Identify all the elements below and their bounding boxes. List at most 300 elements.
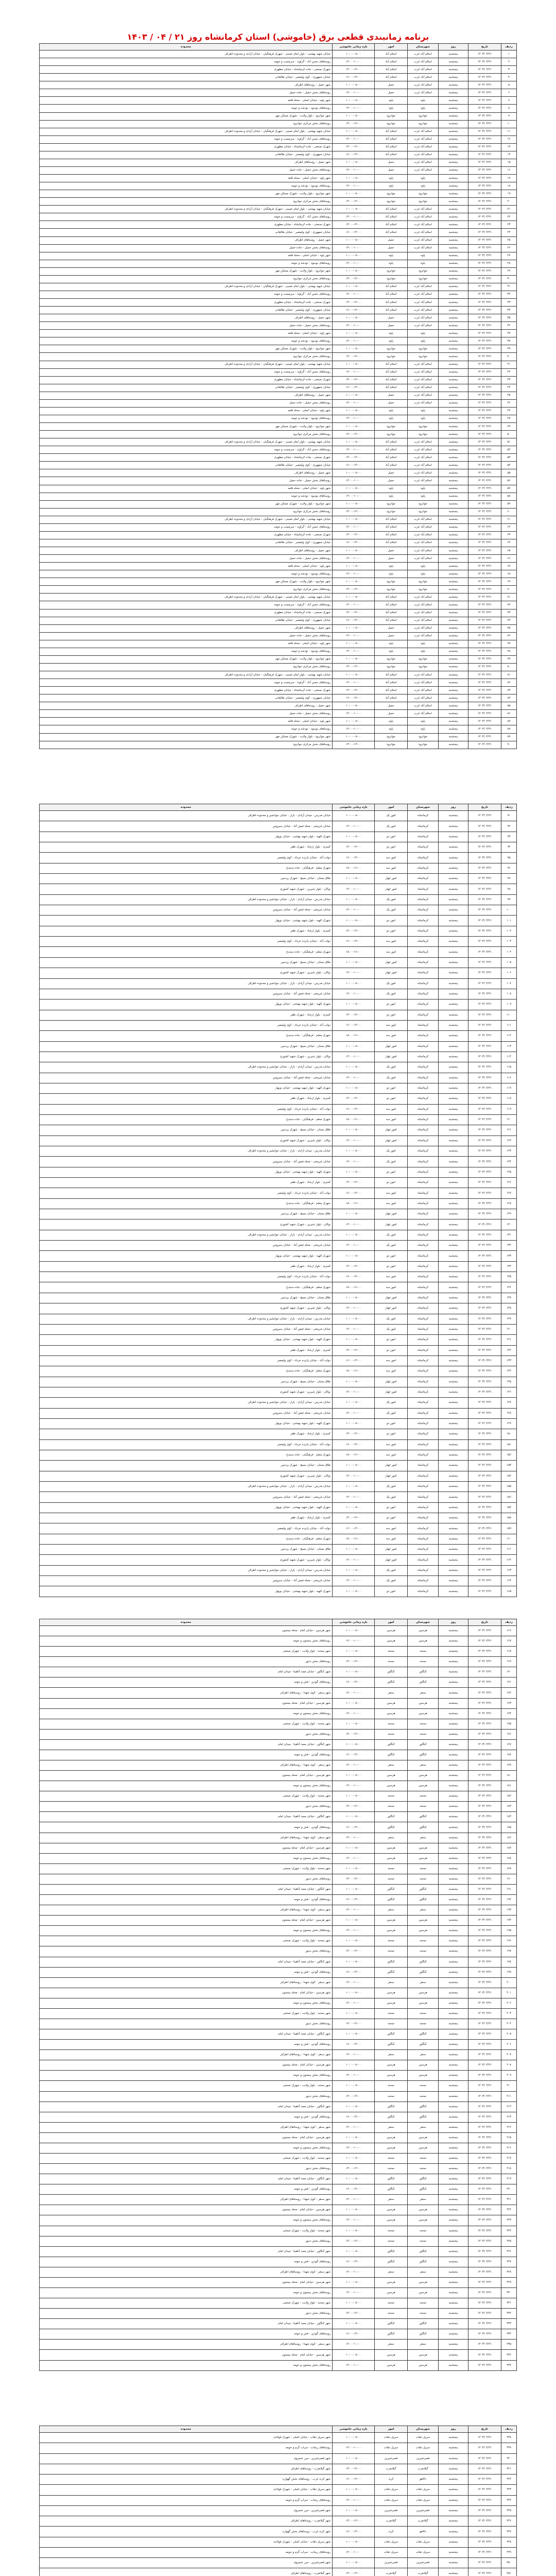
table-row [40, 2475, 517, 2485]
cell-time: ۱۸:۰۰-۱۶:۰۰ [333, 1114, 375, 1125]
cell-area: امور دو [375, 1167, 408, 1177]
table-row [40, 89, 517, 97]
cell-date: ۱۴۰۳/۰۴/۲۱ [468, 916, 501, 926]
column-header: شهرستان [408, 44, 439, 50]
cell-day: پنجشنبه [439, 624, 468, 632]
cell-time: ۱۸:۰۰-۱۶:۰۰ [333, 947, 375, 957]
cell-time: ۱۰:۰۰-۰۸:۰۰ [333, 1251, 375, 1261]
cell-date: ۱۴۰۳/۰۴/۲۱ [468, 1104, 501, 1114]
cell-area: اسلام آباد [375, 283, 408, 291]
table-row [40, 957, 517, 968]
cell-time: ۱۲:۰۰-۱۰:۰۰ [333, 1157, 375, 1167]
cell-date: ۱۴۰۳/۰۴/۲۱ [468, 1314, 501, 1324]
cell-addr: خیابان شهید بهشتی - بلوار امام خمینی - شهرک فرهنگیان - خیابان آزادی و محدوده اطراف [40, 438, 333, 446]
cell-addr: روستاهای گودین - فش و حومه [40, 1822, 333, 1833]
cell-time: ۱۴:۰۰-۱۲:۰۰ [333, 198, 375, 206]
cell-day: پنجشنبه [439, 1031, 468, 1041]
cell-city: کرمانشاه [408, 1513, 439, 1523]
cell-city: کرمانشاه [408, 1209, 439, 1219]
table-row [40, 291, 517, 298]
cell-area: حمیل [375, 710, 408, 718]
cell-day: پنجشنبه [439, 539, 468, 547]
cell-date: ۱۴۰۳/۰۴/۲۱ [468, 353, 501, 361]
cell-day: پنجشنبه [439, 1345, 468, 1355]
cell-date: ۱۴۰۳/۰۴/۲۱ [468, 1429, 501, 1439]
row-number: ۵۴ [501, 462, 517, 469]
cell-day: پنجشنبه [439, 531, 468, 539]
cell-city: کرمانشاه [408, 1502, 439, 1513]
cell-area: پاوه [375, 105, 408, 112]
cell-area: پاوه [375, 648, 408, 655]
row-number: ۲۳۴ [501, 2329, 517, 2340]
row-number: ۱۷۴ [501, 1708, 517, 1719]
cell-date: ۱۴۰۳/۰۴/۲۱ [468, 968, 501, 978]
cell-time: ۱۶:۰۰-۱۴:۰۰ [333, 617, 375, 624]
cell-addr: دولت آباد - خیابان پانزده خرداد - کوی ولیعصر [40, 1355, 333, 1366]
row-number: ۱۳۸ [501, 1303, 517, 1314]
cell-addr: شهر پاوه - خیابان اصلی - محله قلعه [40, 640, 333, 648]
cell-time: ۱۴:۰۰-۱۲:۰۰ [333, 1802, 375, 1812]
row-number: ۴ [501, 74, 517, 81]
row-number: ۹۵ [501, 853, 517, 863]
cell-addr: خیابان شریعتی - محله فیض آباد - خیابان سیروس [40, 1157, 333, 1167]
table-row [40, 570, 517, 578]
cell-city: صحنه [408, 1647, 439, 1657]
table-row [40, 586, 517, 594]
cell-date: ۱۴۰۳/۰۴/۲۱ [468, 1251, 501, 1261]
cell-day: پنجشنبه [439, 2184, 468, 2195]
cell-day: پنجشنبه [439, 999, 468, 1010]
cell-date: ۱۴۰۳/۰۴/۲۱ [468, 1967, 501, 1977]
cell-day: پنجشنبه [439, 863, 468, 873]
cell-addr: کسری - بلوار ارشاد - شهرک ظفر [40, 1345, 333, 1355]
row-number: ۲۰۴ [501, 2019, 517, 2029]
table-row [40, 252, 517, 260]
cell-day: پنجشنبه [439, 493, 468, 500]
row-number: ۱۶۴ [501, 1576, 517, 1586]
cell-time: ۱۰:۰۰-۰۸:۰۰ [333, 733, 375, 741]
table-row [40, 663, 517, 671]
cell-day: پنجشنبه [439, 508, 468, 516]
cell-day: پنجشنبه [439, 143, 468, 151]
cell-area: جوانرود [375, 741, 408, 749]
cell-addr: روستاهای بخش دینور [40, 2164, 333, 2174]
cell-city: پاوه [408, 175, 439, 182]
cell-city: کنگاور [408, 2112, 439, 2122]
row-number: ۹۱ [501, 811, 517, 821]
cell-time: ۱۰:۰۰-۰۸:۰۰ [333, 1812, 375, 1822]
cell-city: کنگاور [408, 2184, 439, 2195]
row-number: ۱۲۷ [501, 1188, 517, 1198]
cell-date: ۱۴۰۳/۰۴/۲۱ [468, 1502, 501, 1513]
cell-city: کرمانشاه [408, 821, 439, 832]
cell-time: ۱۴:۰۰-۱۲:۰۰ [333, 741, 375, 749]
row-number: ۲۲۹ [501, 2277, 517, 2287]
cell-addr: شهر جوانرود - بلوار ولایت - شهرک مسکن مهر [40, 190, 333, 198]
cell-day: پنجشنبه [439, 1052, 468, 1062]
table-row [40, 1729, 517, 1739]
cell-addr: دولت آباد - خیابان پانزده خرداد - کوی ولیعصر [40, 937, 333, 947]
cell-area: اسلام آباد [375, 307, 408, 314]
table-row [40, 617, 517, 624]
cell-date: ۱۴۰۳/۰۴/۲۱ [468, 1698, 501, 1708]
cell-day: پنجشنبه [439, 842, 468, 853]
cell-day: پنجشنبه [439, 345, 468, 353]
table-row [40, 175, 517, 182]
cell-date: ۱۴۰۳/۰۴/۲۱ [468, 1198, 501, 1209]
row-number: ۱۸۰ [501, 1771, 517, 1781]
cell-date: ۱۴۰۳/۰۴/۲۱ [468, 2298, 501, 2309]
row-number: ۱۹۳ [501, 1905, 517, 1916]
cell-time: ۱۰:۰۰-۰۸:۰۰ [333, 1398, 375, 1408]
cell-date: ۱۴۰۳/۰۴/۲۱ [468, 1136, 501, 1146]
cell-time: ۱۴:۰۰-۱۲:۰۰ [333, 143, 375, 151]
cell-time: ۱۴:۰۰-۱۲:۰۰ [333, 1513, 375, 1523]
cell-date: ۱۴۰۳/۰۴/۲۱ [468, 2340, 501, 2350]
cell-time: ۱۶:۰۰-۱۴:۰۰ [333, 1188, 375, 1198]
cell-area: امور دو [375, 1345, 408, 1355]
cell-time: ۱۶:۰۰-۱۴:۰۰ [333, 1677, 375, 1688]
cell-time: ۱۴:۰۰-۱۲:۰۰ [333, 1094, 375, 1104]
cell-day: پنجشنبه [439, 1677, 468, 1688]
cell-addr: روستاهای بخش دینور [40, 2309, 333, 2319]
cell-time: ۱۶:۰۰-۱۴:۰۰ [333, 2527, 375, 2537]
cell-day: پنجشنبه [439, 2464, 468, 2474]
cell-area: هرسین [375, 1708, 408, 1719]
cell-day: پنجشنبه [439, 97, 468, 105]
cell-addr: خیابان مدرس - میدان آزادی - بازار - خیابان جوانشیر و محدوده اطراف [40, 811, 333, 821]
cell-city: جوانرود [408, 353, 439, 361]
row-number: ۱۸۷ [501, 1843, 517, 1853]
cell-city: پاوه [408, 182, 439, 190]
column-header: روز [439, 1619, 468, 1626]
cell-addr: شهر صحنه - بلوار ولایت - شهرک صنعتی [40, 2226, 333, 2236]
table-row [40, 1408, 517, 1418]
table-row [40, 894, 517, 905]
cell-city: کنگاور [408, 1667, 439, 1677]
table-row [40, 725, 517, 733]
cell-city: سنقر [408, 1760, 439, 1771]
row-number: ۲۹ [501, 267, 517, 275]
cell-area: امور یک [375, 1157, 408, 1167]
cell-day: پنجشنبه [439, 1251, 468, 1261]
table-row [40, 2464, 517, 2474]
cell-time: ۱۲:۰۰-۱۰:۰۰ [333, 493, 375, 500]
column-header: امور [375, 2426, 408, 2433]
cell-time: ۱۲:۰۰-۱۰:۰۰ [333, 2215, 375, 2226]
cell-day: پنجشنبه [439, 1429, 468, 1439]
cell-day: پنجشنبه [439, 2122, 468, 2132]
cell-area: سنقر [375, 2267, 408, 2277]
cell-city: هرسین [408, 1698, 439, 1708]
cell-city: کنگاور [408, 2174, 439, 2184]
row-number: ۱۶۳ [501, 1565, 517, 1575]
row-number: ۱۰۶ [501, 968, 517, 978]
cell-time: ۱۲:۰۰-۱۰:۰۰ [333, 89, 375, 97]
cell-city: صحنه [408, 2081, 439, 2091]
cell-area: پاوه [375, 570, 408, 578]
cell-day: پنجشنبه [439, 392, 468, 399]
cell-time: ۱۰:۰۰-۰۸:۰۰ [333, 1125, 375, 1136]
cell-time: ۱۲:۰۰-۱۰:۰۰ [333, 1324, 375, 1334]
cell-area: امور چهار [375, 1041, 408, 1052]
row-number: ۶۸ [501, 570, 517, 578]
cell-day: پنجشنبه [439, 1853, 468, 1863]
cell-time: ۱۰:۰۰-۰۸:۰۰ [333, 811, 375, 821]
cell-addr: شهر کنگاور - خیابان معبد آناهیتا - میدان امام [40, 2029, 333, 2040]
cell-day: پنجشنبه [439, 2505, 468, 2516]
cell-area: امور دو [375, 1335, 408, 1345]
row-number: ۲۳۷ [501, 2360, 517, 2370]
cell-city: اسلام آباد غرب [408, 89, 439, 97]
cell-time: ۱۴:۰۰-۱۲:۰۰ [333, 299, 375, 307]
cell-addr: خیابان مدرس - میدان آزادی - بازار - خیابان جوانشیر و محدوده اطراف [40, 1062, 333, 1073]
cell-addr: خیابان شهید بهشتی - بلوار امام خمینی - شهرک فرهنگیان - خیابان آزادی و محدوده اطراف [40, 128, 333, 135]
row-number: ۳ [501, 66, 517, 74]
table-row [40, 198, 517, 206]
table-row [40, 1812, 517, 1822]
cell-time: ۱۲:۰۰-۱۰:۰۰ [333, 1576, 375, 1586]
cell-day: پنجشنبه [439, 2060, 468, 2071]
row-number: ۷۵ [501, 624, 517, 632]
row-number: ۲۴۰ [501, 2453, 517, 2464]
table-row [40, 1688, 517, 1698]
row-number: ۲۸ [501, 260, 517, 267]
cell-day: پنجشنبه [439, 1771, 468, 1781]
cell-time: ۱۰:۰۰-۰۸:۰۰ [333, 2537, 375, 2547]
cell-time: ۱۰:۰۰-۰۸:۰۰ [333, 2433, 375, 2443]
cell-day: پنجشنبه [439, 1502, 468, 1513]
table-row [40, 1272, 517, 1282]
row-number: ۲۰۶ [501, 2040, 517, 2050]
cell-addr: خیابان شهید بهشتی - بلوار امام خمینی - شهرک فرهنگیان - خیابان آزادی و محدوده اطراف [40, 516, 333, 523]
cell-city: اسلام آباد غرب [408, 384, 439, 392]
table-row [40, 2516, 517, 2527]
cell-time: ۱۴:۰۰-۱۲:۰۰ [333, 2164, 375, 2174]
cell-day: پنجشنبه [439, 2319, 468, 2329]
cell-date: ۱۴۰۳/۰۴/۲۱ [468, 1408, 501, 1418]
cell-area: جوانرود [375, 578, 408, 586]
cell-day: پنجشنبه [439, 702, 468, 710]
cell-addr: کسری - بلوار ارشاد - شهرک ظفر [40, 1261, 333, 1272]
cell-time: ۱۲:۰۰-۱۰:۰۰ [333, 1833, 375, 1843]
cell-city: کرمانشاه [408, 1261, 439, 1272]
cell-time: ۱۸:۰۰-۱۶:۰۰ [333, 1534, 375, 1544]
cell-addr: شهر سنقر - کوی شهدا - روستاهای اطراف [40, 1688, 333, 1698]
cell-day: پنجشنبه [439, 2091, 468, 2102]
cell-day: پنجشنبه [439, 275, 468, 283]
row-number: ۱۳۶ [501, 1282, 517, 1293]
cell-day: پنجشنبه [439, 438, 468, 446]
cell-date: ۱۴۰۳/۰۴/۲۱ [468, 229, 501, 236]
cell-city: هرسین [408, 1998, 439, 2008]
cell-area: اسلام آباد [375, 143, 408, 151]
cell-city: اسلام آباد غرب [408, 632, 439, 640]
cell-time: ۱۰:۰۰-۰۸:۰۰ [333, 1565, 375, 1575]
cell-time: ۱۰:۰۰-۰۸:۰۰ [333, 206, 375, 213]
cell-city: کرمانشاه [408, 842, 439, 853]
cell-addr: شهر صحنه - بلوار ولایت - شهرک صنعتی [40, 2298, 333, 2309]
cell-area: سرپل ذهاب [375, 2537, 408, 2547]
cell-city: هرسین [408, 1916, 439, 1926]
cell-city: سرپل ذهاب [408, 2433, 439, 2443]
row-number: ۶۶ [501, 555, 517, 563]
cell-area: پاوه [375, 493, 408, 500]
cell-day: پنجشنبه [439, 2277, 468, 2287]
cell-city: کرمانشاه [408, 832, 439, 842]
cell-time: ۱۰:۰۰-۰۸:۰۰ [333, 2453, 375, 2464]
cell-time: ۱۶:۰۰-۱۴:۰۰ [333, 1895, 375, 1905]
cell-day: پنجشنبه [439, 307, 468, 314]
row-number: ۶۲ [501, 523, 517, 531]
cell-time: ۱۲:۰۰-۱۰:۰۰ [333, 2360, 375, 2370]
row-number: ۶۳ [501, 531, 517, 539]
cell-date: ۱۴۰۳/۰۴/۲۱ [468, 128, 501, 135]
cell-addr: روستاهای بخش دینور [40, 2091, 333, 2102]
table-row [40, 1094, 517, 1104]
table-row [40, 853, 517, 863]
cell-time: ۱۴:۰۰-۱۲:۰۰ [333, 1345, 375, 1355]
cell-date: ۱۴۰۳/۰۴/۲۱ [468, 1418, 501, 1429]
cell-date: ۱۴۰۳/۰۴/۲۱ [468, 1188, 501, 1198]
table-row [40, 1502, 517, 1513]
cell-city: کرمانشاه [408, 1167, 439, 1177]
cell-time: ۱۰:۰۰-۰۸:۰۰ [333, 500, 375, 508]
cell-time: ۱۲:۰۰-۱۰:۰۰ [333, 2443, 375, 2453]
cell-area: جوانرود [375, 423, 408, 431]
cell-city: کنگاور [408, 2329, 439, 2340]
table-row [40, 601, 517, 609]
table-row [40, 1822, 517, 1833]
cell-time: ۱۰:۰۰-۰۸:۰۰ [333, 578, 375, 586]
cell-area: امور چهار [375, 1052, 408, 1062]
cell-date: ۱۴۰۳/۰۴/۲۱ [468, 1739, 501, 1750]
cell-time: ۱۶:۰۰-۱۴:۰۰ [333, 2184, 375, 2195]
cell-day: پنجشنبه [439, 1157, 468, 1167]
cell-city: صحنه [408, 1936, 439, 1946]
cell-date: ۱۴۰۳/۰۴/۲۱ [468, 345, 501, 353]
cell-addr: روستاهای نوسود - نودشه و حومه [40, 337, 333, 345]
row-number: ۲۱۸ [501, 2164, 517, 2174]
cell-time: ۱۲:۰۰-۱۰:۰۰ [333, 1241, 375, 1251]
cell-area: صحنه [375, 2081, 408, 2091]
row-number: ۱۵۳ [501, 1461, 517, 1471]
cell-time: ۱۲:۰۰-۱۰:۰۰ [333, 291, 375, 298]
cell-area: کنگاور [375, 1812, 408, 1822]
cell-area: امور یک [375, 1576, 408, 1586]
cell-date: ۱۴۰۳/۰۴/۲۱ [468, 1083, 501, 1093]
cell-time: ۱۲:۰۰-۱۰:۰۰ [333, 1303, 375, 1314]
row-number: ۲۶ [501, 244, 517, 252]
cell-city: هرسین [408, 2288, 439, 2298]
cell-time: ۱۰:۰۰-۰۸:۰۰ [333, 1377, 375, 1387]
cell-area: هرسین [375, 1998, 408, 2008]
cell-time: ۱۶:۰۰-۱۴:۰۰ [333, 1020, 375, 1030]
row-number: ۱۶۵ [501, 1586, 517, 1597]
row-number: ۱۳۹ [501, 1314, 517, 1324]
table-row [40, 1750, 517, 1760]
cell-day: پنجشنبه [439, 617, 468, 624]
cell-day: پنجشنبه [439, 884, 468, 894]
cell-date: ۱۴۰۳/۰۴/۲۱ [468, 2319, 501, 2329]
cell-area: گیلانغرب [375, 2516, 408, 2527]
cell-city: جوانرود [408, 578, 439, 586]
cell-addr: خیابان مدرس - میدان آزادی - بازار - خیابان جوانشیر و محدوده اطراف [40, 1314, 333, 1324]
row-number: ۹۹ [501, 894, 517, 905]
cell-city: کرمانشاه [408, 1241, 439, 1251]
cell-area: امور یک [375, 1314, 408, 1324]
cell-area: کنگاور [375, 1967, 408, 1977]
cell-time: ۱۰:۰۰-۰۸:۰۰ [333, 2319, 375, 2329]
table-row [40, 1062, 517, 1073]
table-row [40, 547, 517, 555]
cell-time: ۱۲:۰۰-۱۰:۰۰ [333, 1998, 375, 2008]
table-row [40, 190, 517, 198]
cell-addr: خیابان مدرس - میدان آزادی - بازار - خیابان جوانشیر و محدوده اطراف [40, 1482, 333, 1492]
cell-date: ۱۴۰۳/۰۴/۲۱ [468, 632, 501, 640]
cell-addr: روستاهای گودین - فش و حومه [40, 2112, 333, 2122]
row-number: ۸۲ [501, 679, 517, 687]
row-number: ۲۴۴ [501, 2495, 517, 2505]
cell-city: هرسین [408, 1843, 439, 1853]
cell-area: امور یک [375, 1398, 408, 1408]
row-number: ۶۷ [501, 563, 517, 570]
cell-area: صحنه [375, 2164, 408, 2174]
cell-addr: دولت آباد - خیابان پانزده خرداد - کوی ولیعصر [40, 1272, 333, 1282]
cell-city: اسلام آباد غرب [408, 523, 439, 531]
cell-date: ۱۴۰۳/۰۴/۲۱ [468, 267, 501, 275]
cell-addr: خیابان شهید بهشتی - بلوار امام خمینی - شهرک فرهنگیان - خیابان آزادی و محدوده اطراف [40, 206, 333, 213]
cell-addr: طاق بستان - خیابان بسیج - شهرک پردیس [40, 1293, 333, 1303]
cell-time: ۱۰:۰۰-۰۸:۰۰ [333, 1719, 375, 1729]
outage-table [39, 2426, 517, 2576]
cell-day: پنجشنبه [439, 477, 468, 485]
cell-date: ۱۴۰۳/۰۴/۲۱ [468, 539, 501, 547]
cell-day: پنجشنبه [439, 2195, 468, 2205]
cell-date: ۱۴۰۳/۰۴/۲۱ [468, 1377, 501, 1387]
cell-date: ۱۴۰۳/۰۴/۲۱ [468, 2122, 501, 2132]
cell-time: ۱۰:۰۰-۰۸:۰۰ [333, 469, 375, 477]
cell-area: امور سه [375, 1104, 408, 1114]
row-number: ۳۵ [501, 314, 517, 322]
cell-city: کرمانشاه [408, 884, 439, 894]
cell-date: ۱۴۰۳/۰۴/۲۱ [468, 1041, 501, 1052]
cell-day: پنجشنبه [439, 2205, 468, 2215]
cell-area: امور چهار [375, 1461, 408, 1471]
cell-date: ۱۴۰۳/۰۴/۲۱ [468, 1626, 501, 1636]
cell-day: پنجشنبه [439, 1020, 468, 1030]
cell-time: ۱۸:۰۰-۱۶:۰۰ [333, 1366, 375, 1377]
cell-addr: شهرک معلم - فرهنگیان - جاده سنندج [40, 1534, 333, 1544]
row-number: ۱۳۷ [501, 1293, 517, 1303]
cell-city: اسلام آباد غرب [408, 81, 439, 89]
cell-addr: شهر سنقر - کوی شهدا - روستاهای اطراف [40, 2122, 333, 2132]
cell-day: پنجشنبه [439, 2527, 468, 2537]
cell-time: ۱۴:۰۰-۱۲:۰۰ [333, 926, 375, 936]
row-number: ۱۳۴ [501, 1261, 517, 1272]
cell-day: پنجشنبه [439, 523, 468, 531]
cell-area: پاوه [375, 725, 408, 733]
cell-area: امور دو [375, 916, 408, 926]
cell-city: اسلام آباد غرب [408, 66, 439, 74]
cell-time: ۱۰:۰۰-۰۸:۰۰ [333, 1791, 375, 1802]
cell-time: ۱۰:۰۰-۰۸:۰۰ [333, 236, 375, 244]
cell-date: ۱۴۰۳/۰۴/۲۱ [468, 407, 501, 415]
cell-time: ۱۰:۰۰-۰۸:۰۰ [333, 2505, 375, 2516]
cell-area: کنگاور [375, 2246, 408, 2257]
cell-city: اسلام آباد غرب [408, 671, 439, 679]
row-number: ۲۴۱ [501, 2464, 517, 2474]
